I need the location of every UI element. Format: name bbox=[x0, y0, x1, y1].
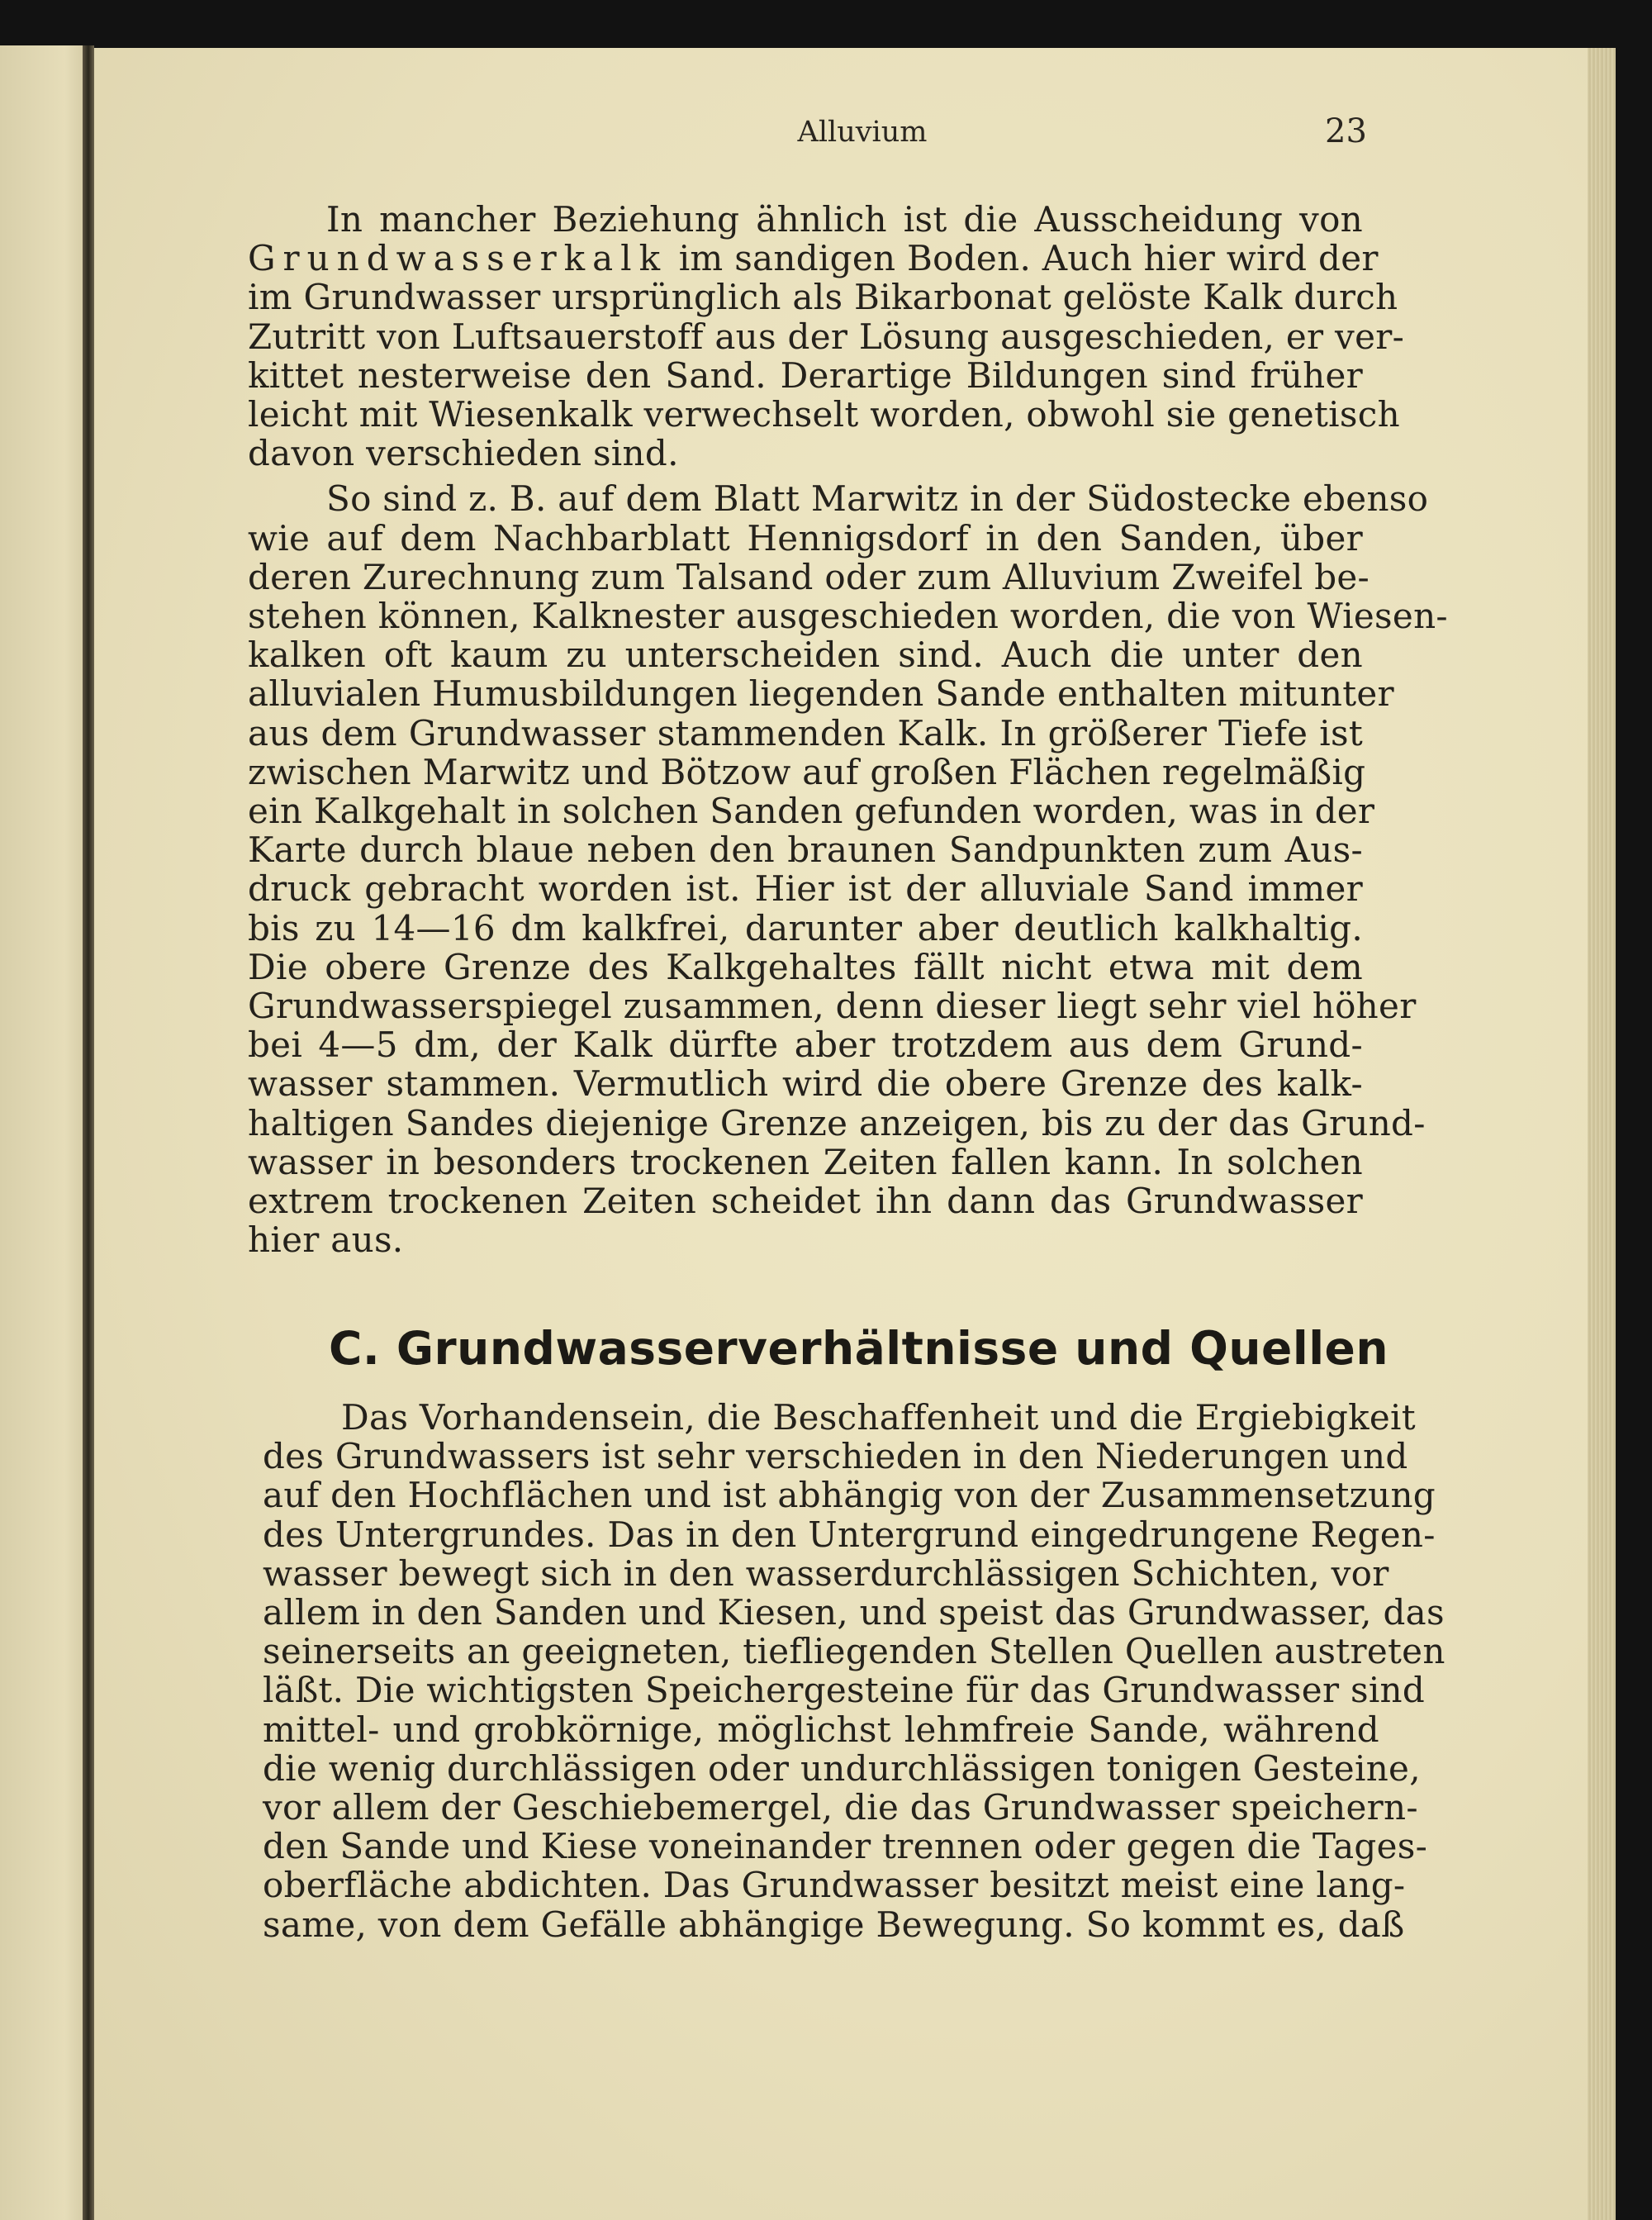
right-page-edges bbox=[1588, 48, 1616, 2220]
paragraph-marwitz bbox=[248, 478, 1448, 1261]
text-line: bis zu 14—16 dm kalkfrei, darunter aber deutlich kalkhaltig. bbox=[248, 907, 1363, 948]
page-number: 23 bbox=[1325, 112, 1367, 150]
section-heading-c: C. Grundwasserverhältnisse und Quellen bbox=[329, 1322, 1389, 1375]
text-line: oberfläche abdichten. Das Grundwasser besitzt meist eine lang- bbox=[263, 1865, 1406, 1906]
text-line: kittet nesterweise den Sand. Derartige Bildungen sind früher bbox=[248, 354, 1363, 396]
text-line: Die obere Grenze des Kalkgehaltes fällt nicht etwa mit dem bbox=[248, 946, 1363, 987]
text-line: druck gebracht worden ist. Hier ist der alluviale Sand immer bbox=[248, 868, 1363, 910]
text-line: same, von dem Gefälle abhängige Bewegung. So kommt es, daß bbox=[263, 1904, 1405, 1945]
text-line: vor allem der Geschiebemergel, die das Grundwasser speichern- bbox=[263, 1787, 1418, 1828]
running-title: Alluvium bbox=[797, 116, 928, 149]
text-line-rest: im sandigen Boden. Auch hier wird der bbox=[678, 238, 1379, 279]
text-line: den Sande und Kiese voneinander trennen oder gegen die Tages- bbox=[263, 1826, 1428, 1867]
section-c-text bbox=[263, 1397, 1446, 1945]
text-line: In mancher Beziehung ähnlich ist die Ausscheidung von bbox=[326, 199, 1363, 240]
text-line: Karte durch blaue neben den braunen Sandpunkten zum Aus- bbox=[248, 830, 1363, 871]
book-gutter bbox=[83, 45, 94, 2220]
text-line bbox=[248, 238, 1379, 279]
text-line: kalken oft kaum zu unterscheiden sind. Auch die unter den bbox=[248, 635, 1363, 676]
text-line: läßt. Die wichtigsten Speichergesteine für das Grundwasser sind bbox=[263, 1670, 1426, 1711]
text-line: davon verschieden sind. bbox=[248, 433, 679, 474]
text-line: wasser in besonders trockenen Zeiten fallen kann. In solchen bbox=[248, 1141, 1363, 1182]
text-line: wasser stammen. Vermutlich wird die obere Grenze des kalk- bbox=[248, 1063, 1363, 1105]
text-line: bei 4—5 dm, der Kalk dürfte aber trotzdem aus dem Grund- bbox=[248, 1024, 1363, 1066]
text-line: So sind z. B. auf dem Blatt Marwitz in der Südostecke ebenso bbox=[326, 478, 1429, 520]
text-line: stehen können, Kalknester ausgeschieden worden, die von Wiesen- bbox=[248, 596, 1448, 637]
text-line: im Grundwasser ursprünglich als Bikarbonat gelöste Kalk durch bbox=[248, 277, 1398, 318]
text-line: leicht mit Wiesenkalk verwechselt worden, obwohl sie genetisch bbox=[248, 394, 1400, 435]
text-line: allem in den Sanden und Kiesen, und speist das Grundwasser, das bbox=[263, 1592, 1445, 1633]
text-line: die wenig durchlässigen oder undurchlässigen tonigen Gesteine, bbox=[263, 1747, 1421, 1789]
text-line: zwischen Marwitz und Bötzow auf großen Flächen regelmäßig bbox=[248, 751, 1366, 792]
spaced-term: Grundwasserkalk bbox=[248, 238, 668, 279]
text-line: des Grundwassers ist sehr verschieden in den Niederungen und bbox=[263, 1436, 1408, 1477]
text-line: wie auf dem Nachbarblatt Hennigsdorf in den Sanden, über bbox=[248, 517, 1363, 559]
text-line: ein Kalkgehalt in solchen Sanden gefunden worden, was in der bbox=[248, 791, 1375, 832]
text-line: hier aus. bbox=[248, 1219, 404, 1261]
text-line: seinerseits an geeigneten, tiefliegenden Stellen Quellen austreten bbox=[263, 1631, 1446, 1672]
text-line: extrem trockenen Zeiten scheidet ihn dann das Grundwasser bbox=[248, 1181, 1363, 1222]
text-line: Das Vorhandensein, die Beschaffenheit und die Ergiebigkeit bbox=[341, 1397, 1416, 1438]
text-line: alluvialen Humusbildungen liegenden Sande enthalten mitunter bbox=[248, 673, 1394, 715]
text-line: mittel- und grobkörnige, möglichst lehmfreie Sande, während bbox=[263, 1709, 1379, 1750]
text-line: des Untergrundes. Das in den Untergrund eingedrungene Regen- bbox=[263, 1514, 1436, 1555]
text-line: aus dem Grundwasser stammenden Kalk. In größerer Tiefe ist bbox=[248, 712, 1363, 753]
section-alluvium-text bbox=[248, 199, 1448, 1261]
text-line: wasser bewegt sich in den wasserdurchlässigen Schichten, vor bbox=[263, 1552, 1389, 1594]
text-line: haltigen Sandes diejenige Grenze anzeigen, bis zu der das Grund- bbox=[248, 1102, 1426, 1143]
text-line: Zutritt von Luftsauerstoff aus der Lösung ausgeschieden, er ver- bbox=[248, 316, 1405, 357]
paragraph-grundwasserkalk bbox=[248, 199, 1405, 474]
text-line: Grundwasserspiegel zusammen, denn dieser liegt sehr viel höher bbox=[248, 986, 1417, 1027]
text-line: auf den Hochflächen und ist abhängig von der Zusammensetzung bbox=[263, 1475, 1436, 1516]
left-page-edge bbox=[0, 45, 93, 2220]
text-line: deren Zurechnung zum Talsand oder zum Alluvium Zweifel be- bbox=[248, 556, 1370, 597]
paragraph-grundwasser bbox=[263, 1397, 1446, 1945]
